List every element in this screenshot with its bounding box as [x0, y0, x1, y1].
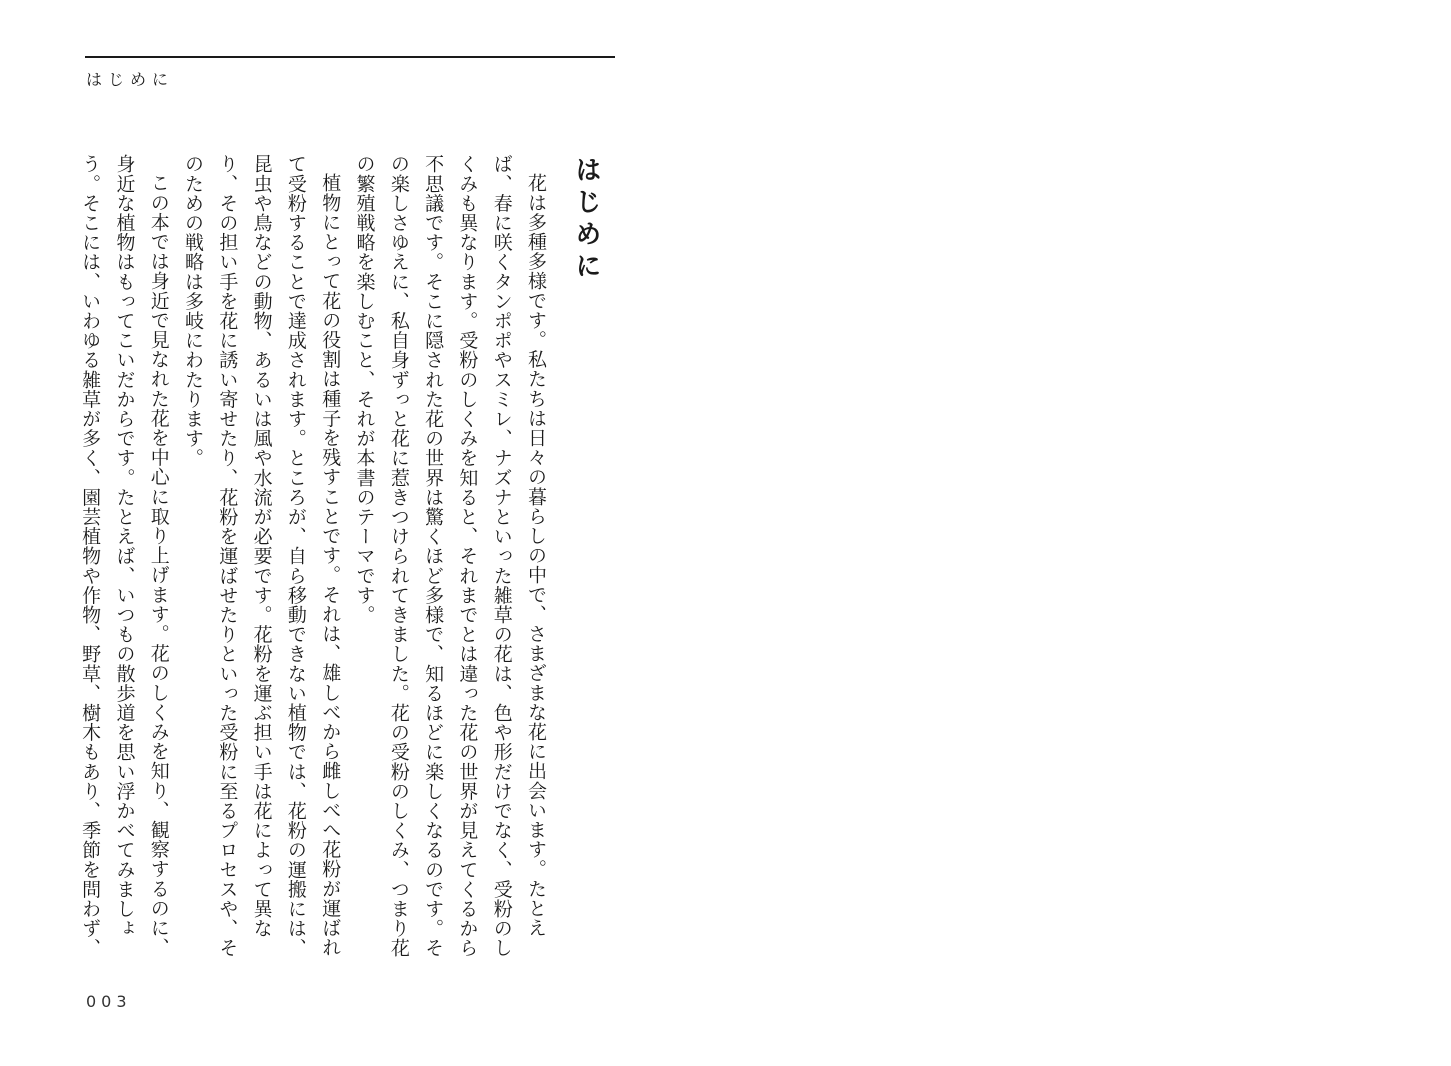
body-paragraph-2: 植物にとって花の役割は種子を残すことです。それは、雄しべから雌しべへ花粉が運ばれて受粉することで達成されます。ところが、自ら移動できない植物では、花粉の運搬には、昆虫や鳥などの動物、あるいは風や水流が必要です。花粉を運ぶ担い手は花によって異なり、その担い手を花に誘い寄せたり、花粉を運ばせたりといった受粉に至るプロセスや、そのための戦略は多岐にわたります。 [182, 154, 342, 958]
body-paragraph-1: 花は多種多様です。私たちは日々の暮らしの中で、さまざまな花に出会います。たとえば、春に咲くタンポポやスミレ、ナズナといった雑草の花は、色や形だけでなく、受粉のしくみも異なります。受粉のしくみを知ると、それまでとは違った花の世界が見えてくるから不思議です。そこに隠された花の世界は驚くほど多様で、知るほどに楽しくなるのです。その楽しさゆえに、私自身ずっと花に惹きつけられてきました。花の受粉のしくみ、つまり花の繁殖戦略を楽しむこと、それが本書のテーマです。 [353, 154, 547, 958]
vertical-text-block [73, 154, 615, 966]
chapter-title: はじめに [571, 156, 601, 284]
header-rule [85, 56, 615, 58]
body-paragraph-3: この本では身近で見なれた花を中心に取り上げます。花のしくみを知り、観察するのに、身近な植物はもってこいだからです。たとえば、いつもの散歩道を思い浮かべてみましょう。そこには、いわゆる雑草が多く、園芸植物や作物、野草、樹木もあり、季節を問わず、 [79, 154, 170, 958]
page-number: 003 [86, 992, 132, 1011]
running-head: はじめに [86, 70, 175, 89]
